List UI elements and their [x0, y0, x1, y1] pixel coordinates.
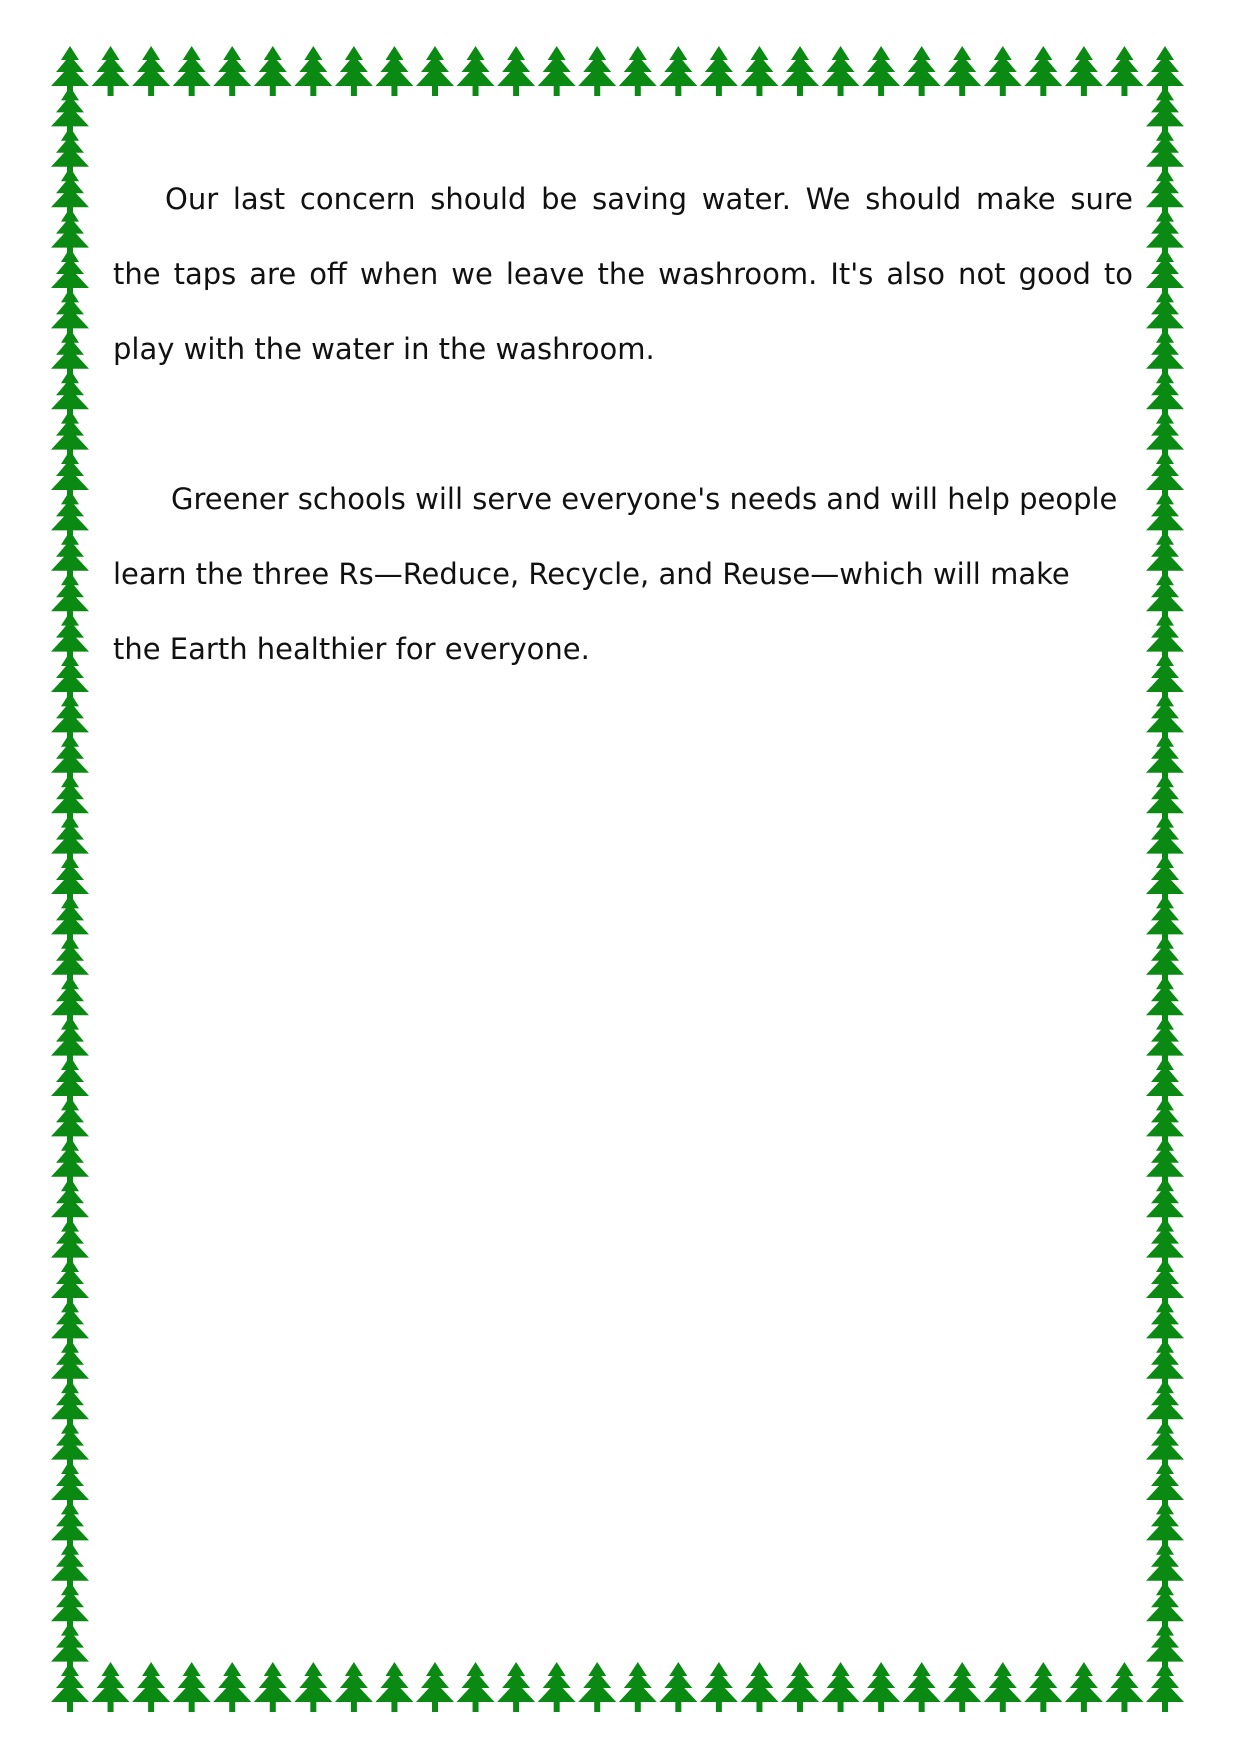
pine-tree-icon [781, 1662, 819, 1712]
pine-tree-icon [1146, 1622, 1184, 1672]
pine-tree-icon [254, 46, 292, 96]
pine-tree-icon [173, 46, 211, 96]
pine-tree-icon [1065, 46, 1103, 96]
pine-tree-icon [335, 1662, 373, 1712]
pine-tree-icon [335, 46, 373, 96]
pine-tree-icon [538, 1662, 576, 1712]
pine-tree-icon [1024, 46, 1062, 96]
pine-tree-icon [173, 1662, 211, 1712]
pine-tree-icon [375, 1662, 413, 1712]
pine-tree-icon [578, 46, 616, 96]
pine-tree-icon [1065, 1662, 1103, 1712]
pine-tree-icon [51, 1622, 89, 1672]
pine-tree-icon [781, 46, 819, 96]
pine-tree-icon [416, 1662, 454, 1712]
pine-tree-icon [984, 1662, 1022, 1712]
pine-tree-icon [497, 46, 535, 96]
pine-tree-icon [416, 46, 454, 96]
pine-tree-icon [700, 46, 738, 96]
pine-tree-icon [132, 1662, 170, 1712]
pine-tree-icon [619, 1662, 657, 1712]
pine-tree-icon [92, 1662, 130, 1712]
pine-tree-icon [822, 46, 860, 96]
pine-tree-icon [903, 1662, 941, 1712]
pine-tree-icon [1105, 46, 1143, 96]
pine-tree-icon [700, 1662, 738, 1712]
pine-tree-icon [294, 46, 332, 96]
pine-tree-icon [619, 46, 657, 96]
pine-tree-icon [497, 1662, 535, 1712]
pine-tree-icon [862, 46, 900, 96]
pine-tree-icon [213, 1662, 251, 1712]
pine-tree-icon [740, 1662, 778, 1712]
pine-tree-icon [943, 1662, 981, 1712]
pine-tree-icon [659, 46, 697, 96]
pine-tree-icon [903, 46, 941, 96]
pine-tree-icon [457, 46, 495, 96]
pine-tree-icon [1024, 1662, 1062, 1712]
pine-tree-icon [132, 46, 170, 96]
pine-tree-icon [92, 46, 130, 96]
pine-tree-icon [659, 1662, 697, 1712]
pine-tree-icon [862, 1662, 900, 1712]
pine-tree-icon [578, 1662, 616, 1712]
paragraph-saving-water: Our last concern should be saving water. We should make sure the taps are off when we leave the washroom. It's also not good to play with the water in the washroom. [113, 182, 1133, 366]
pine-tree-icon [1105, 1662, 1143, 1712]
pine-tree-icon [943, 46, 981, 96]
pine-tree-icon [375, 46, 413, 96]
paragraph-greener-schools: Greener schools will serve everyone's needs and will help people learn the three Rs—Reduce, Recycle, and Reuse—which will make the Earth healthier for everyone. [113, 482, 1118, 666]
pine-tree-icon [822, 1662, 860, 1712]
pine-tree-icon [538, 46, 576, 96]
pine-tree-icon [254, 1662, 292, 1712]
pine-tree-icon [740, 46, 778, 96]
document-body [113, 162, 1133, 687]
pine-tree-icon [984, 46, 1022, 96]
pine-tree-icon [213, 46, 251, 96]
pine-tree-icon [294, 1662, 332, 1712]
pine-tree-icon [457, 1662, 495, 1712]
